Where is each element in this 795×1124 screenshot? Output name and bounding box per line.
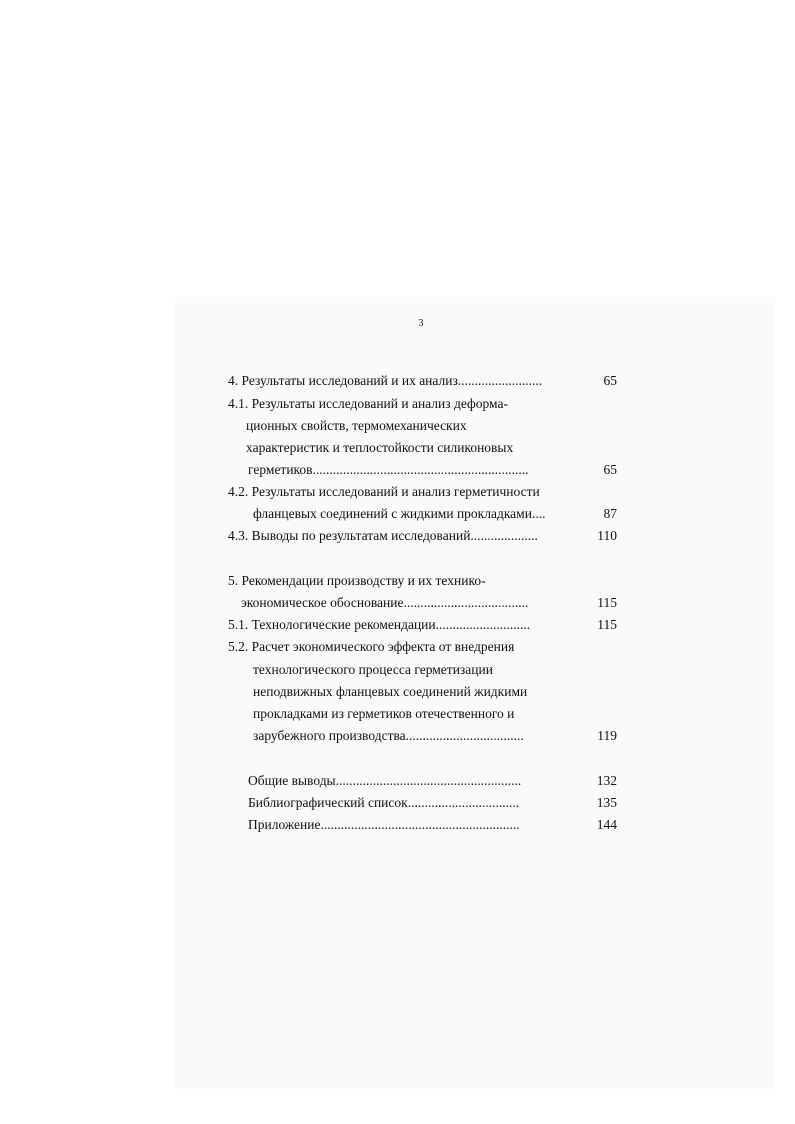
- toc-entry-title: 4.2. Результаты исследований и анализ герметичности: [228, 484, 540, 499]
- toc-entry-title: 4. Результаты исследований и их анализ.........................: [228, 373, 543, 388]
- toc-entry-title: Библиографический список.................................: [248, 795, 520, 810]
- toc-entry-page: 115: [597, 617, 617, 632]
- toc-entry-title-cont: характеристик и теплостойкости силиконовых: [246, 440, 514, 455]
- toc-entry-title-cont: герметиков................................................................: [248, 462, 529, 477]
- toc-entry-title-cont: ционных свойств, термомеханических: [246, 418, 467, 433]
- toc-entry-title: Приложение...........................................................: [248, 817, 520, 832]
- toc-entry-page: 115: [597, 595, 617, 610]
- toc-entry-page: 110: [597, 528, 617, 543]
- toc-entry-page: 135: [596, 795, 617, 810]
- toc-entry-title: 4.3. Выводы по результатам исследований....................: [228, 528, 538, 543]
- toc-entry-title-cont: экономическое обоснование.....................................: [241, 595, 529, 610]
- toc-entry-page: 65: [603, 373, 617, 388]
- toc-entry-title-cont: неподвижных фланцевых соединений жидкими: [253, 684, 528, 699]
- toc-entry-title-cont: технологического процесса герметизации: [253, 662, 493, 677]
- toc-entry-title-cont: прокладками из герметиков отечественного и: [253, 706, 515, 721]
- toc-entry-page: 144: [596, 817, 617, 832]
- toc-entry-title: 5.2. Расчет экономического эффекта от внедрения: [228, 639, 515, 654]
- toc-entry-title: 4.1. Результаты исследований и анализ деформа-: [228, 396, 508, 411]
- toc-entry-page: 87: [603, 506, 617, 521]
- page-number: 3: [418, 318, 424, 329]
- toc-entry-page: 65: [603, 462, 617, 477]
- toc-entry-title-cont: зарубежного производства...................................: [253, 728, 524, 743]
- toc-entry-title: 5.1. Технологические рекомендации............................: [228, 617, 531, 632]
- toc-entry-title: Общие выводы.......................................................: [248, 773, 522, 788]
- toc-entry-page: 132: [596, 773, 617, 788]
- toc-entry-title: 5. Рекомендации производству и их технико-: [228, 573, 486, 588]
- toc-entry-title-cont: фланцевых соединений с жидкими прокладками....: [253, 506, 546, 521]
- toc-entry-page: 119: [597, 728, 617, 743]
